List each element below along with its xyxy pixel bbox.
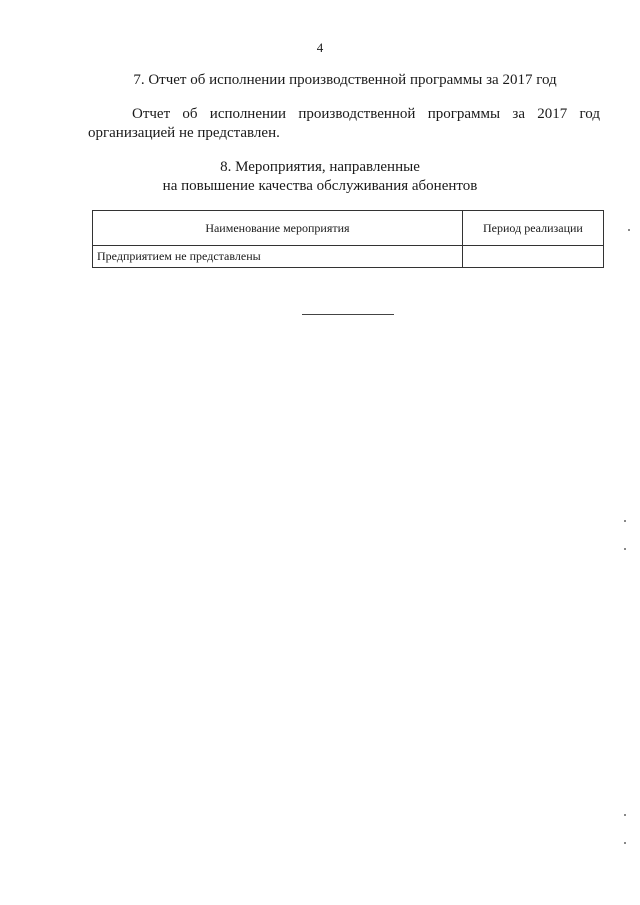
table-row [93, 246, 604, 268]
table-cell-period [462, 246, 603, 268]
table-cell-measure-name: Предприятием не представлены [93, 246, 463, 268]
section-8-heading-line-2: на повышение качества обслуживания абонентов [162, 178, 478, 194]
column-header-measure-name: Наименование мероприятия [93, 211, 463, 246]
section-8-heading-line-1: 8. Мероприятия, направленные [220, 159, 420, 175]
scan-artifact [628, 229, 630, 231]
scan-artifact [624, 814, 626, 816]
measures-table [92, 210, 604, 268]
table-header-row [93, 211, 604, 246]
scan-artifact [624, 548, 626, 550]
end-of-document-rule [302, 314, 394, 315]
section-7-heading: 7. Отчет об исполнении производственной программы за 2017 год [133, 72, 557, 88]
section-7-paragraph [88, 105, 600, 143]
scan-artifact [624, 842, 626, 844]
section-7-paragraph-text: Отчет об исполнении производственной программы за 2017 год организацией не представлен. [88, 106, 600, 141]
section-8-heading [0, 158, 640, 196]
column-header-period: Период реализации [462, 211, 603, 246]
scan-artifact [624, 520, 626, 522]
page-number: 4 [316, 40, 324, 55]
